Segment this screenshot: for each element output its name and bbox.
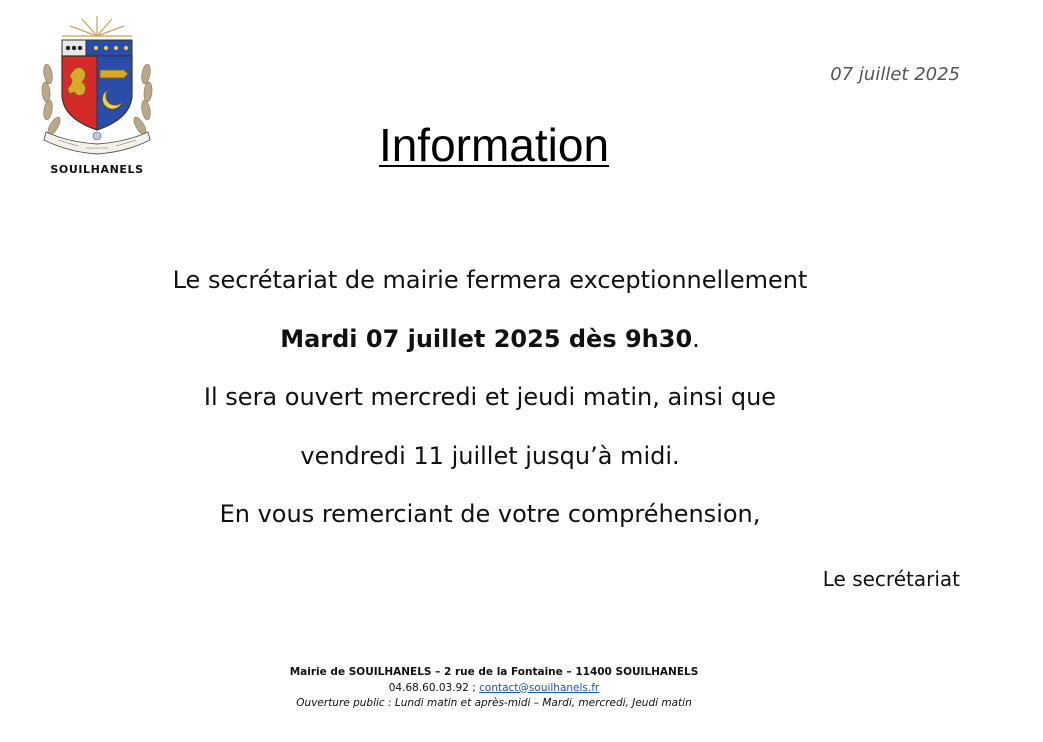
footer-hours: Ouverture public : Lundi matin et après-midi – Mardi, mercredi, Jeudi matin [296, 697, 692, 709]
footer-phone: 04.68.60.03.92 ; [388, 681, 480, 694]
notice-line-3: Il sera ouvert mercredi et jeudi matin, ainsi que [203, 383, 777, 411]
signature: Le secrétariat [822, 567, 960, 591]
notice-date: 07 juillet 2025 [830, 64, 960, 85]
logo-caption: SOUILHANELS [50, 163, 144, 176]
notice-body [0, 262, 980, 555]
notice-line-1: Le secrétariat de mairie fermera exceptionnellement [172, 266, 808, 294]
notice-line-5: En vous remerciant de votre compréhension, [219, 500, 761, 528]
footer-email-link[interactable]: contact@souilhanels.fr [479, 681, 600, 694]
footer [0, 665, 988, 712]
page-title: Information [378, 119, 610, 171]
notice-line-4: vendredi 11 juillet jusqu’à midi. [300, 441, 680, 470]
notice-line-2 [0, 321, 980, 380]
closing-date-highlight: Mardi 07 juillet 2025 dès 9h30 [280, 324, 693, 353]
footer-address: Mairie de SOUILHANELS – 2 rue de la Fontaine – 11400 SOUILHANELS [289, 666, 699, 678]
footer-contact [0, 681, 988, 697]
closing-date-period: . [692, 324, 700, 353]
